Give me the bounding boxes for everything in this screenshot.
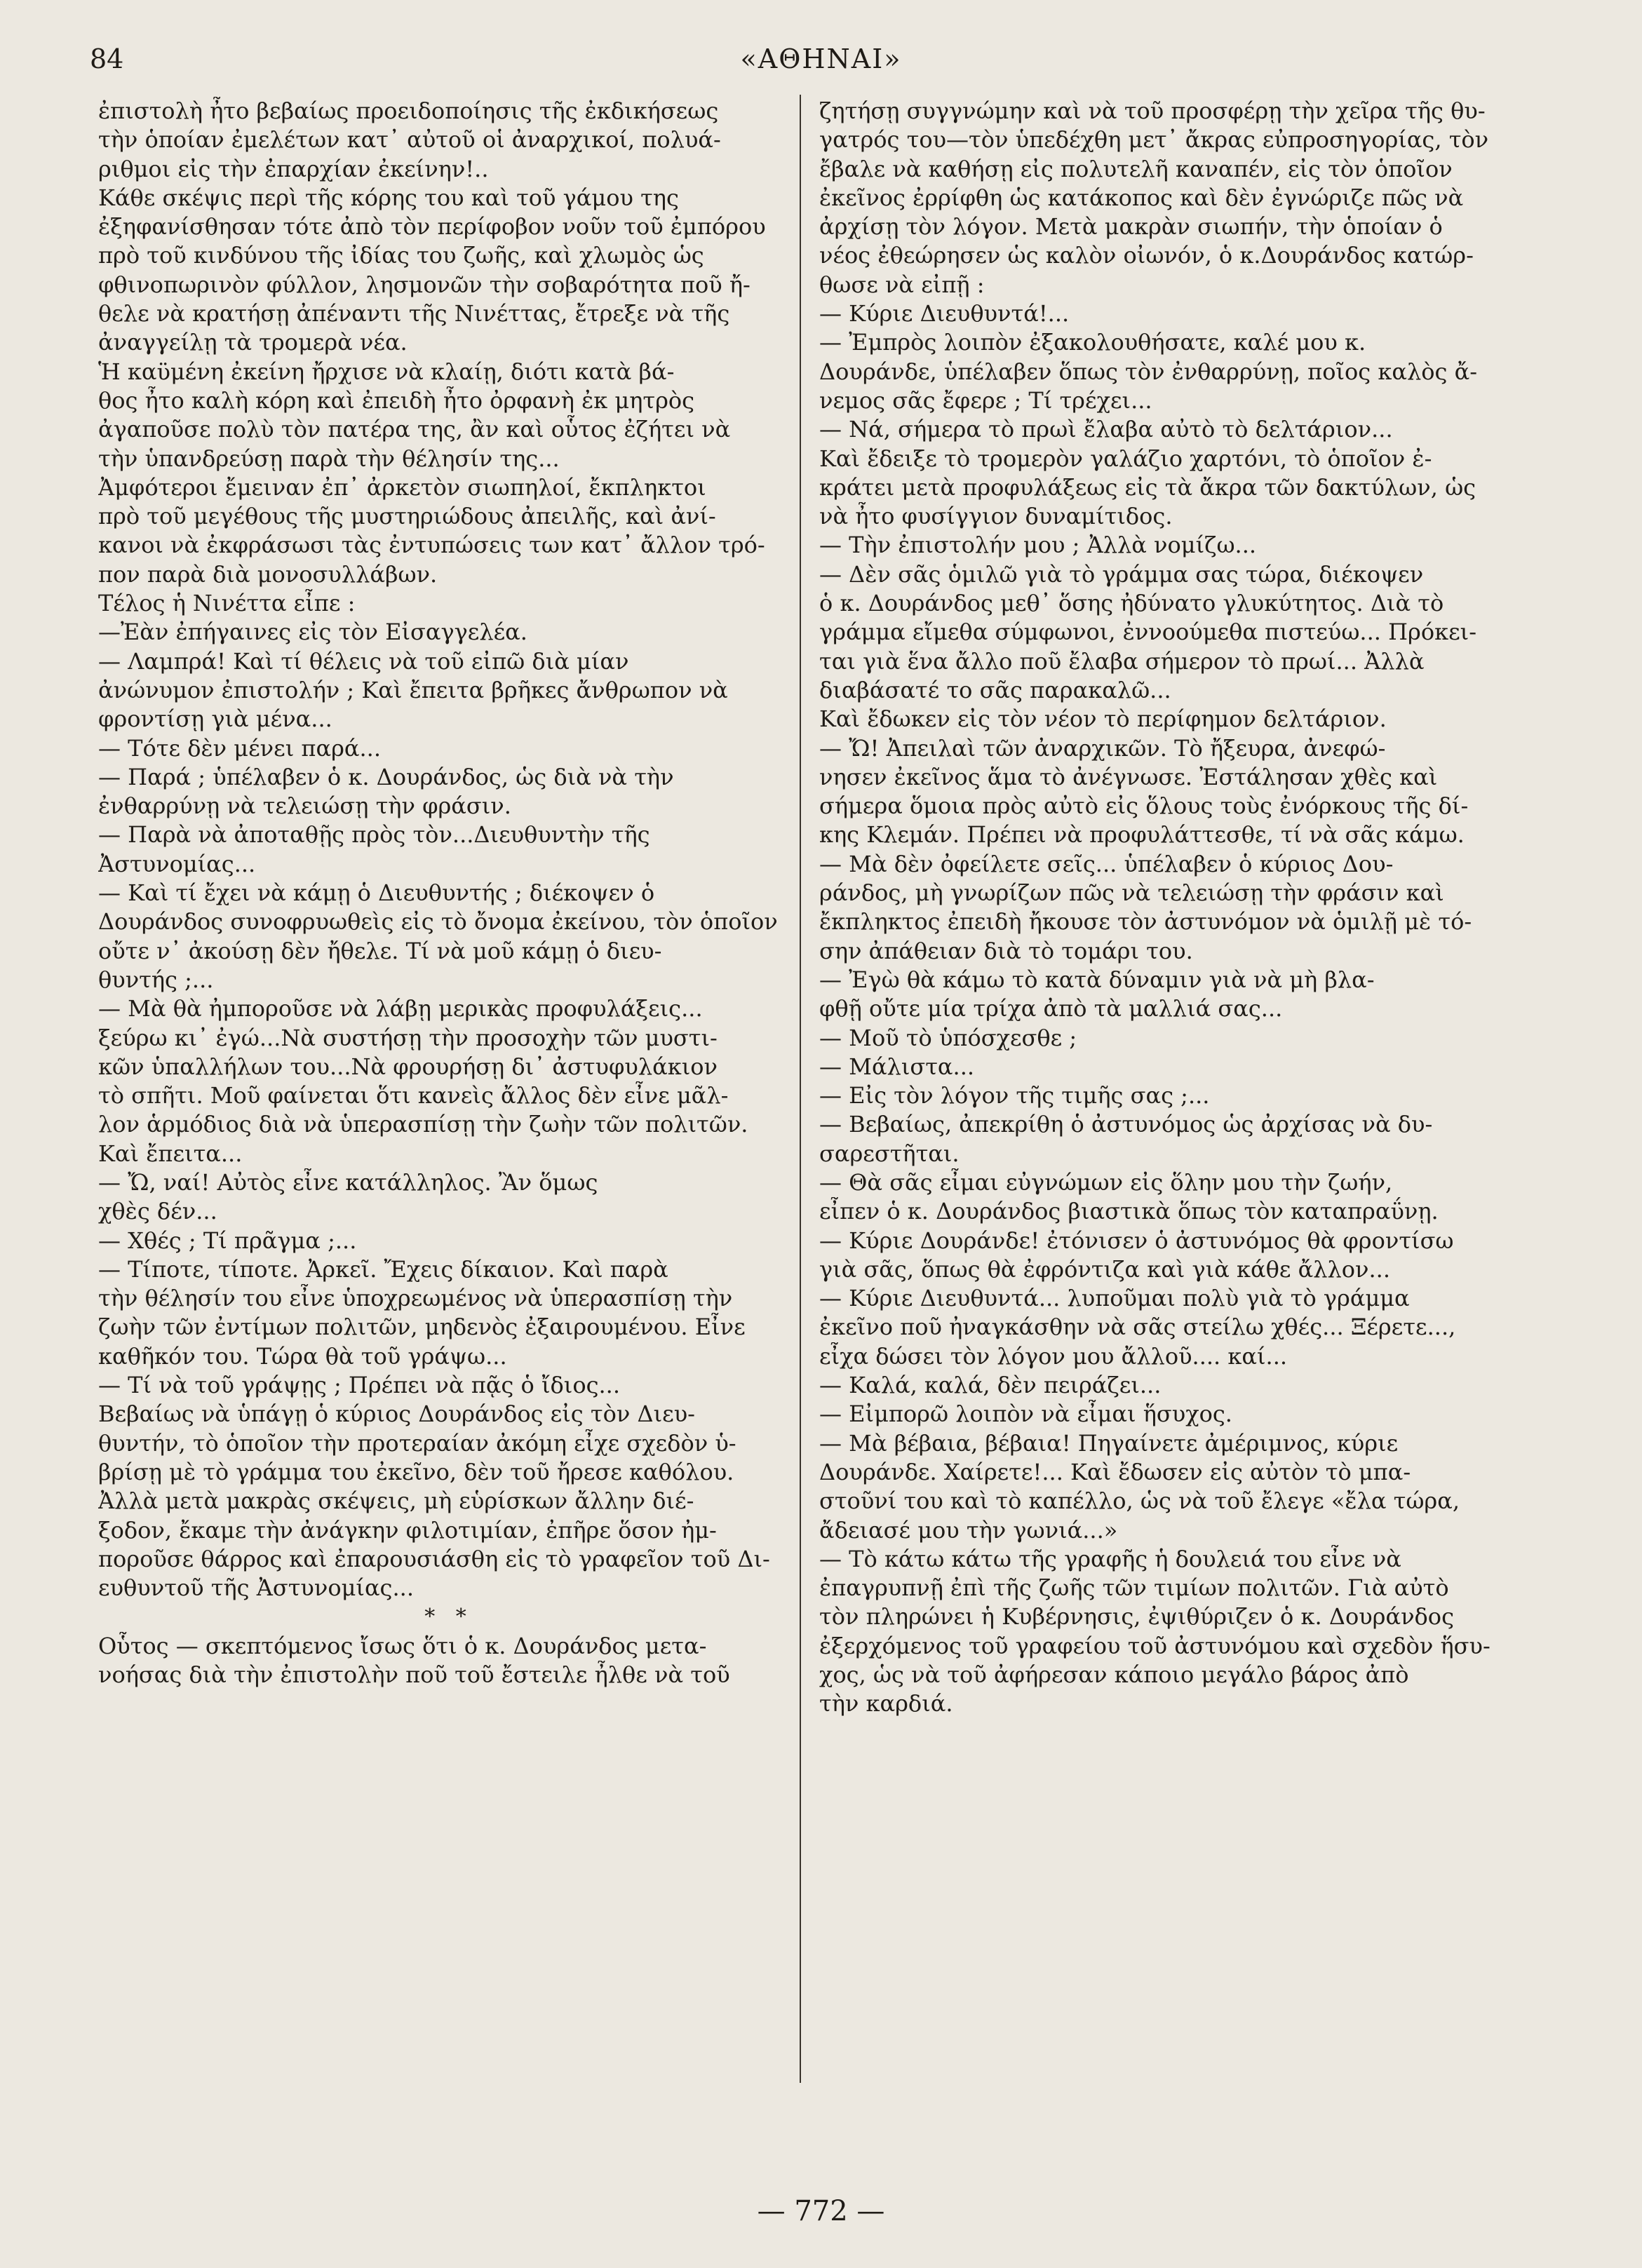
- text-line: ξοδον, ἔκαμε τὴν ἀνάγκην φιλοτιμίαν, ἐπῆρε ὅσον ἠμ-: [98, 1516, 717, 1544]
- text-line: — Μὰ δὲν ὀφείλετε σεῖς... ὑπέλαβεν ὁ κύριος Δου-: [819, 850, 1394, 877]
- text-line: ἔβαλε νὰ καθήσῃ εἰς πολυτελῆ καναπέν, εἰς τὸν ὁποῖον: [819, 155, 1453, 182]
- text-line: — Τί νὰ τοῦ γράψῃς ; Πρέπει νὰ πᾷς ὁ ἴδιος...: [98, 1372, 621, 1399]
- text-line: κης Κλεμάν. Πρέπει νὰ προφυλάττεσθε, τί νὰ σᾶς κάμω.: [819, 821, 1465, 849]
- text-line: ἐξερχόμενος τοῦ γραφείου τοῦ ἀστυνόμου καὶ σχεδὸν ἥσυ-: [819, 1632, 1490, 1659]
- page-number: 84: [90, 43, 124, 74]
- text-line: ξεύρω κι᾿ ἐγώ...Νὰ συστήσῃ τὴν προσοχὴν τῶν μυστι-: [98, 1024, 718, 1051]
- text-line: εἶπεν ὁ κ. Δουράνδος βιαστικὰ ὅπως τὸν καταπραΰνῃ.: [819, 1198, 1439, 1225]
- text-line: γατρός του—τὸν ὑπεδέχθη μετ᾿ ἄκρας εὐπροσηγορίας, τὸν: [819, 126, 1489, 154]
- text-line: ευθυντοῦ τῆς Ἀστυνομίας...: [98, 1574, 414, 1602]
- text-line: — Τίποτε, τίποτε. Ἀρκεῖ. Ἔχεις δίκαιον. Καὶ παρὰ: [98, 1255, 668, 1283]
- text-line: Δουράνδε. Χαίρετε!... Καὶ ἔδωσεν εἰς αὐτὸν τὸ μπα-: [819, 1458, 1411, 1485]
- text-line: — Τὸ κάτω κάτω τῆς γραφῆς ἡ δουλειά του εἶνε νὰ: [819, 1545, 1401, 1572]
- text-line: Καὶ ἔδειξε τὸ τρομερὸν γαλάζιο χαρτόνι, τὸ ὁποῖον ἐ-: [819, 445, 1432, 472]
- text-line: ἐνθαρρύνῃ νὰ τελειώσῃ τὴν φράσιν.: [98, 792, 511, 820]
- text-line: σαρεστῆται.: [819, 1140, 960, 1167]
- text-line: Τέλος ἡ Νινέττα εἶπε :: [98, 590, 356, 617]
- text-line: Ἀλλὰ μετὰ μακρὰς σκέψεις, μὴ εὑρίσκων ἄλλην διέ-: [98, 1487, 694, 1515]
- text-line: — Τότε δὲν μένει παρά...: [98, 734, 381, 762]
- text-line: πρὸ τοῦ μεγέθους τῆς μυστηριώδους ἀπειλῆς, καὶ ἀνί-: [98, 503, 716, 530]
- text-line: ἀγαποῦσε πολὺ τὸν πατέρα της, ἂν καὶ οὗτος ἐζήτει νὰ: [98, 416, 731, 443]
- text-line: ἐξηφανίσθησαν τότε ἀπὸ τὸν περίφοβον νοῦν τοῦ ἐμπόρου: [98, 213, 766, 241]
- text-line: στοῦνί του καὶ τὸ καπέλλο, ὡς νὰ τοῦ ἔλεγε «ἔλα τώρα,: [819, 1487, 1460, 1515]
- text-line: ποροῦσε θάρρος καὶ ἐπαρουσιάσθη εἰς τὸ γραφεῖον τοῦ Δι-: [98, 1545, 770, 1572]
- text-line: τὴν θέλησίν του εἶνε ὑποχρεωμένος νὰ ὑπερασπίσῃ τὴν: [98, 1285, 733, 1312]
- text-line: — Εἰς τὸν λόγον τῆς τιμῆς σας ;...: [819, 1082, 1210, 1109]
- text-line: — Δὲν σᾶς ὁμιλῶ γιὰ τὸ γράμμα σας τώρα, διέκοψεν: [819, 560, 1424, 588]
- text-line: νέος ἐθεώρησεν ὡς καλὸν οἰωνόν, ὁ κ.Δουράνδος κατώρ-: [819, 242, 1474, 269]
- text-line: τὸ σπῆτι. Μοῦ φαίνεται ὅτι κανεὶς ἄλλος δὲν εἶνε μᾶλ-: [98, 1082, 729, 1109]
- text-line: βρίσῃ μὲ τὸ γράμμα του ἐκεῖνο, δὲν τοῦ ἤρεσε καθόλου.: [98, 1458, 734, 1485]
- text-line: ται γιὰ ἕνα ἄλλο ποῦ ἔλαβα σήμερον τὸ πρωί... Ἀλλὰ: [819, 647, 1425, 675]
- text-line: ἔκπληκτος ἐπειδὴ ἤκουσε τὸν ἀστυνόμον νὰ ὁμιλῇ μὲ τό-: [819, 908, 1472, 936]
- text-line: γράμμα εἴμεθα σύμφωνοι, ἐννοούμεθα πιστεύω... Πρόκει-: [819, 619, 1477, 646]
- text-line: νεμος σᾶς ἔφερε ; Τί τρέχει...: [819, 386, 1152, 414]
- text-line: ριθμοι εἰς τὴν ἐπαρχίαν ἐκείνην!..: [98, 155, 489, 182]
- text-line: Ἀστυνομίας...: [98, 850, 256, 877]
- text-line: χος, ὡς νὰ τοῦ ἀφήρεσαν κάποιο μεγάλο βάρος ἀπὸ: [819, 1661, 1409, 1689]
- text-line: κράτει μετὰ προφυλάξεως εἰς τὰ ἄκρα τῶν δακτύλων, ὡς: [819, 473, 1476, 501]
- text-line: Ἀμφότεροι ἔμειναν ἐπ᾿ ἀρκετὸν σιωπηλοί, ἔκπληκτοι: [98, 473, 706, 501]
- text-line: τὸν πληρώνει ἡ Κυβέρνησις, ἐψιθύριζεν ὁ κ. Δουράνδος: [819, 1603, 1454, 1631]
- text-line: — Μάλιστα...: [819, 1053, 975, 1080]
- text-line: — Ὤ! Ἀπειλαὶ τῶν ἀναρχικῶν. Τὸ ἤξευρα, ἀνεφώ-: [819, 734, 1386, 762]
- text-line: θωσε νὰ εἰπῇ :: [819, 271, 985, 298]
- text-line: ἐκεῖνο ποῦ ἠναγκάσθην νὰ σᾶς στείλω χθές... Ξέρετε...,: [819, 1314, 1456, 1341]
- text-line: τὴν ὁποίαν ἐμελέτων κατ᾿ αὐτοῦ οἱ ἀναρχικοί, πολυά-: [98, 126, 721, 154]
- footer-page-number: — 772 —: [757, 2195, 885, 2227]
- text-line: — Ἐγὼ θὰ κάμω τὸ κατὰ δύναμιν γιὰ νὰ μὴ βλα-: [819, 966, 1375, 993]
- text-line: θυντής ;...: [98, 966, 214, 993]
- text-line: κῶν ὑπαλλήλων του...Νὰ φρουρήσῃ δι᾿ ἀστυφυλάκιον: [98, 1053, 718, 1080]
- text-line: πον παρὰ διὰ μονοσυλλάβων.: [98, 560, 438, 588]
- text-line: ράνδος, μὴ γνωρίζων πῶς νὰ τελειώσῃ τὴν φράσιν καὶ: [819, 879, 1444, 907]
- page-header: [84, 43, 1558, 86]
- text-line: Ἡ καϋμένη ἐκείνη ἤρχισε νὰ κλαίῃ, διότι κατὰ βά-: [98, 358, 675, 385]
- text-line: σην ἀπάθειαν διὰ τὸ τομάρι του.: [819, 937, 1193, 964]
- text-line: ἄδειασέ μου τὴν γωνιά...»: [819, 1516, 1118, 1544]
- text-line: νοήσας διὰ τὴν ἐπιστολὴν ποῦ τοῦ ἔστειλε ἦλθε νὰ τοῦ: [98, 1661, 730, 1689]
- text-line: — Νά, σήμερα τὸ πρωὶ ἔλαβα αὐτὸ τὸ δελτάριον...: [819, 416, 1393, 443]
- text-line: εἶχα δώσει τὸν λόγον μου ἄλλοῦ.... καί...: [819, 1342, 1288, 1370]
- running-title: «ΑΘΗΝΑΙ»: [740, 43, 902, 74]
- text-line: — Κύριε Διευθυντά!...: [819, 300, 1070, 328]
- text-line: — Ὤ, ναί! Αὐτὸς εἶνε κατάλληλος. Ἂν ὅμως: [98, 1168, 598, 1196]
- text-line: Βεβαίως νὰ ὑπάγῃ ὁ κύριος Δουράνδος εἰς τὸν Διευ-: [98, 1400, 695, 1428]
- left-column: [98, 97, 800, 2117]
- text-line: σήμερα ὅμοια πρὸς αὐτὸ εἰς ὅλους τοὺς ἐνόρκους τῆς δί-: [819, 792, 1469, 820]
- text-line: — Θὰ σᾶς εἶμαι εὐγνώμων εἰς ὅλην μου τὴν ζωήν,: [819, 1168, 1393, 1196]
- text-line: λον ἁρμόδιος διὰ νὰ ὑπερασπίσῃ τὴν ζωὴν τῶν πολιτῶν.: [98, 1111, 748, 1138]
- section-separator: * *: [424, 1605, 473, 1630]
- text-line: ἐπαγρυπνῇ ἐπὶ τῆς ζωῆς τῶν τιμίων πολιτῶν. Γιὰ αὐτὸ: [819, 1574, 1449, 1602]
- text-line: ἀναγγείλῃ τὰ τρομερὰ νέα.: [98, 329, 408, 356]
- text-line: γιὰ σᾶς, ὅπως θὰ ἐφρόντιζα καὶ γιὰ κάθε ἄλλον...: [819, 1255, 1390, 1283]
- text-line: Δουράνδε, ὑπέλαβεν ὅπως τὸν ἐνθαρρύνῃ, ποῖος καλὸς ἄ-: [819, 358, 1478, 385]
- text-line: διαβάσατέ το σᾶς παρακαλῶ...: [819, 676, 1171, 703]
- text-line: ἀνώνυμον ἐπιστολήν ; Καὶ ἔπειτα βρῆκες ἄνθρωπον νὰ: [98, 676, 728, 703]
- text-line: —Ἐὰν ἐπήγαινες εἰς τὸν Εἰσαγγελέα.: [98, 619, 527, 646]
- text-line: — Παρὰ νὰ ἀποταθῇς πρὸς τὸν...Διευθυντὴν τῆς: [98, 821, 650, 849]
- text-line: — Ἐμπρὸς λοιπὸν ἐξακολουθήσατε, καλέ μου κ.: [819, 329, 1366, 356]
- right-column: [819, 97, 1521, 2117]
- text-line: χθὲς δέν...: [98, 1198, 217, 1225]
- text-line: φροντίσῃ γιὰ μένα...: [98, 706, 332, 733]
- text-line: ἐπιστολὴ ἦτο βεβαίως προειδοποίησις τῆς ἐκδικήσεως: [98, 97, 719, 124]
- text-line: φθινοπωρινὸν φύλλον, λησμονῶν τὴν σοβαρότητα ποῦ ἤ-: [98, 271, 751, 298]
- text-line: — Κύριε Δουράνδε! ἐτόνισεν ὁ ἀστυνόμος θὰ φροντίσω: [819, 1227, 1454, 1254]
- text-line: καθῆκόν του. Τώρα θὰ τοῦ γράψω...: [98, 1342, 507, 1370]
- text-line: — Βεβαίως, ἀπεκρίθη ὁ ἀστυνόμος ὡς ἀρχίσας νὰ δυ-: [819, 1111, 1433, 1138]
- text-line: νησεν ἐκεῖνος ἅμα τὸ ἀνέγνωσε. Ἐστάλησαν χθὲς καὶ: [819, 763, 1438, 790]
- text-line: ἐκεῖνος ἐρρίφθη ὡς κατάκοπος καὶ δὲν ἐγνώριζε πῶς νὰ: [819, 184, 1464, 211]
- text-line: — Τὴν ἐπιστολήν μου ; Ἀλλὰ νομίζω...: [819, 532, 1257, 559]
- text-line: — Χθές ; Τί πρᾶγμα ;...: [98, 1227, 357, 1254]
- text-line: — Μοῦ τὸ ὑπόσχεσθε ;: [819, 1024, 1077, 1051]
- text-line: τὴν ὑπανδρεύσῃ παρὰ τὴν θέλησίν της...: [98, 445, 560, 472]
- text-line: θελε νὰ κρατήσῃ ἀπέναντι τῆς Νινέττας, ἔτρεξε νὰ τῆς: [98, 300, 730, 328]
- text-line: φθῇ οὔτε μία τρίχα ἀπὸ τὰ μαλλιά σας...: [819, 995, 1283, 1022]
- text-line: πρὸ τοῦ κινδύνου τῆς ἰδίας του ζωῆς, καὶ χλωμὸς ὡς: [98, 242, 704, 269]
- text-line: ὁ κ. Δουράνδος μεθ᾿ ὅσης ἠδύνατο γλυκύτητος. Διὰ τὸ: [819, 590, 1444, 617]
- text-line: θος ἦτο καλὴ κόρη καὶ ἐπειδὴ ἦτο ὀρφανὴ ἐκ μητρὸς: [98, 386, 695, 414]
- text-line: — Παρά ; ὑπέλαβεν ὁ κ. Δουράνδος, ὡς διὰ νὰ τὴν: [98, 763, 674, 790]
- text-line: — Μὰ θὰ ἠμποροῦσε νὰ λάβῃ μερικὰς προφυλάξεις...: [98, 995, 703, 1022]
- text-line: — Καὶ τί ἔχει νὰ κάμῃ ὁ Διευθυντής ; διέκοψεν ὁ: [98, 879, 655, 907]
- text-line: — Καλά, καλά, δὲν πειράζει...: [819, 1372, 1162, 1399]
- text-line: οὔτε ν᾿ ἀκούσῃ δὲν ἤθελε. Τί νὰ μοῦ κάμῃ ὁ διευ-: [98, 937, 662, 964]
- text-line: Κάθε σκέψις περὶ τῆς κόρης του καὶ τοῦ γάμου της: [98, 184, 679, 211]
- text-line: — Εἰμπορῶ λοιπὸν νὰ εἶμαι ἥσυχος.: [819, 1400, 1232, 1428]
- text-line: ἀρχίσῃ τὸν λόγον. Μετὰ μακρὰν σιωπήν, τὴν ὁποίαν ὁ: [819, 213, 1443, 241]
- text-line: ζωὴν τῶν ἐντίμων πολιτῶν, μηδενὸς ἐξαιρουμένου. Εἶνε: [98, 1314, 746, 1341]
- text-line: Καὶ ἔπειτα...: [98, 1140, 243, 1167]
- text-line: — Κύριε Διευθυντά... λυποῦμαι πολὺ γιὰ τὸ γράμμα: [819, 1285, 1410, 1312]
- text-line: κανοι νὰ ἐκφράσωσι τὰς ἐντυπώσεις των κατ᾿ ἄλλον τρό-: [98, 532, 765, 559]
- text-line: — Μὰ βέβαια, βέβαια! Πηγαίνετε ἀμέριμνος, κύριε: [819, 1429, 1399, 1457]
- text-line: τὴν καρδιά.: [819, 1690, 953, 1717]
- text-line: θυντήν, τὸ ὁποῖον τὴν προτεραίαν ἀκόμη εἶχε σχεδὸν ὑ-: [98, 1429, 736, 1457]
- text-line: — Λαμπρά! Καὶ τί θέλεις νὰ τοῦ εἰπῶ διὰ μίαν: [98, 647, 629, 675]
- text-line: Δουράνδος συνοφρυωθεὶς εἰς τὸ ὄνομα ἐκείνου, τὸν ὁποῖον: [98, 908, 778, 936]
- text-line: Οὗτος — σκεπτόμενος ἴσως ὅτι ὁ κ. Δουράνδος μετα-: [98, 1632, 707, 1659]
- text-line: Καὶ ἔδωκεν εἰς τὸν νέον τὸ περίφημον δελτάριον.: [819, 706, 1387, 733]
- text-line: ζητήσῃ συγγνώμην καὶ νὰ τοῦ προσφέρῃ τὴν χεῖρα τῆς θυ-: [819, 97, 1486, 124]
- text-line: νὰ ἦτο φυσίγγιον δυναμίτιδος.: [819, 503, 1173, 530]
- column-divider: [800, 95, 801, 2083]
